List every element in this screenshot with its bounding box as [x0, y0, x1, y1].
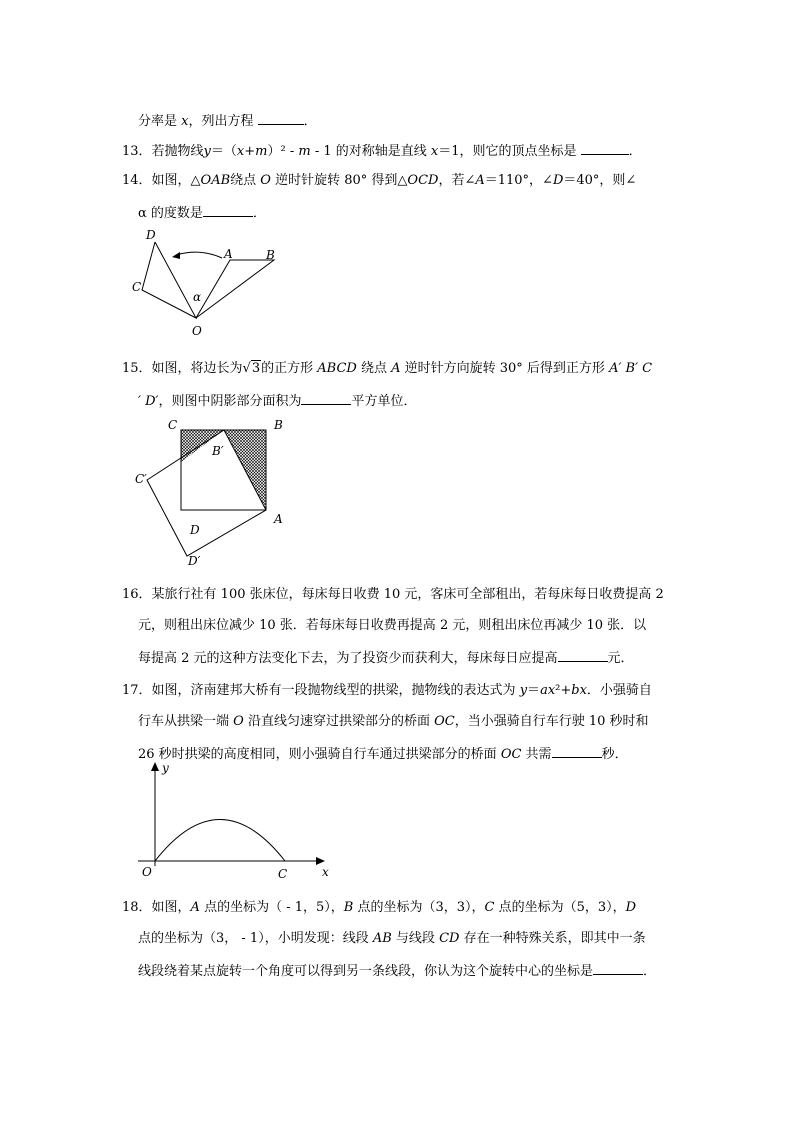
text-segment: 沿直线匀速穿过拱梁部分的桥面 [243, 714, 435, 729]
label-D-prime: D′ [188, 554, 201, 568]
math-variable: OAB [200, 173, 231, 188]
text-line [138, 392, 417, 410]
math-variable: m [255, 144, 268, 159]
text-segment: 与线段 [391, 931, 440, 946]
text-segment: 元． [607, 651, 634, 666]
math-variable: CD [439, 931, 460, 946]
math-variable: AB [372, 931, 392, 946]
x-axis-arrow [316, 857, 325, 865]
text-segment: 点的坐标为（3， - 1），小明发现：线段 [138, 931, 373, 946]
text-segment: + [244, 144, 256, 159]
label-C: C [168, 418, 178, 432]
text-segment: ． [643, 964, 657, 979]
math-variable: D [625, 900, 637, 915]
label-D: D [146, 228, 156, 242]
figure-14-rotation [130, 222, 290, 342]
text-segment: - 1 的对称轴是直线 [310, 144, 431, 159]
text-line [138, 714, 649, 730]
math-variable: A′ B′ C [609, 361, 653, 376]
text-segment: ，若∠ [438, 173, 476, 188]
arrow-head [172, 252, 180, 259]
text-line [122, 900, 636, 916]
sqrt-expression [243, 361, 262, 377]
math-variable: OC [500, 747, 522, 762]
text-segment: 点的坐标为（5，3）， [494, 900, 626, 915]
text-segment: 线段绕着某点旋转一个角度可以得到另一条线段，你认为这个旋转中心的坐标是 [138, 964, 594, 979]
text-line [138, 112, 317, 130]
text-segment: ＝40°，则∠ [563, 173, 637, 188]
math-variable: ABCD [317, 361, 357, 376]
text-segment: ，当小强骑自行车行驶 10 秒时和 [454, 714, 649, 729]
text-segment: ． [303, 114, 317, 129]
label-x: x [322, 865, 329, 879]
text-segment: 绕点 [230, 173, 261, 188]
math-variable: ′ D′ [138, 394, 159, 409]
triangle-ocd [142, 242, 196, 318]
math-variable: bx [571, 683, 587, 698]
text-segment: 逆时针旋转 80° 得到△ [270, 173, 408, 188]
triangle-oab [196, 260, 274, 318]
math-variable: m [298, 144, 311, 159]
math-variable: O [260, 173, 271, 188]
math-variable: x [236, 144, 245, 159]
text-segment: 存在一种特殊关系，即其中一条 [459, 931, 646, 946]
text-segment: 15．如图，将边长为 [122, 361, 243, 376]
text-segment: ²+ [555, 683, 572, 698]
text-segment: ．小强骑自 [586, 683, 652, 698]
answer-blank[interactable] [301, 392, 351, 405]
figure-17-parabola [130, 758, 340, 888]
text-line [122, 587, 664, 603]
math-variable: B [343, 900, 354, 915]
text-segment: ＝（ [210, 144, 237, 159]
y-axis-arrow [151, 762, 159, 771]
text-segment: 平方单位． [351, 394, 417, 409]
math-variable: x [430, 144, 439, 159]
radical-sign: √ [242, 361, 251, 376]
math-variable: OCD [407, 173, 439, 188]
text-segment: α 的度数是 [138, 206, 203, 221]
text-segment: 的正方形 [261, 361, 318, 376]
math-variable: D [552, 173, 564, 188]
text-segment: 每提高 2 元的这种方法变化下去，为了投资少而获利大，每床每日应提高 [138, 651, 558, 666]
answer-blank[interactable] [552, 745, 602, 758]
text-segment: ． [628, 144, 642, 159]
text-segment: 14．如图，△ [122, 173, 201, 188]
text-segment: 26 秒时拱梁的高度相同，则小强骑自行车通过拱梁部分的桥面 [138, 747, 501, 762]
text-line [122, 173, 636, 189]
text-segment: ，则图中阴影部分面积为 [158, 394, 302, 409]
math-variable: OC [434, 714, 455, 729]
text-segment: ＝110°，∠ [484, 173, 553, 188]
text-segment: ． [252, 206, 266, 221]
text-line [122, 683, 652, 699]
label-O: O [142, 865, 152, 879]
text-segment: 秒． [601, 747, 628, 762]
label-y: y [162, 761, 169, 775]
text-segment: 逆时针方向旋转 30° 后得到正方形 [400, 361, 610, 376]
text-segment: ＝1，则它的顶点坐标是 [438, 144, 581, 159]
parabola-curve [155, 820, 285, 862]
label-C-prime: C′ [135, 472, 147, 486]
math-variable: y [203, 144, 211, 159]
text-segment: 共需 [521, 747, 552, 762]
text-segment: 绕点 [356, 361, 392, 376]
text-line [138, 618, 646, 634]
text-segment: 点的坐标为（3，3）， [353, 900, 485, 915]
math-variable: y [519, 683, 528, 698]
text-segment: ）² - [267, 144, 299, 159]
answer-blank[interactable] [258, 112, 304, 125]
math-variable: x [181, 114, 189, 129]
text-segment: 17．如图，济南建邦大桥有一段抛物线型的拱梁，抛物线的表达式为 [122, 683, 520, 698]
text-segment: 16．某旅行社有 100 张床位，每床每日收费 10 元，客床可全部租出，若每床每日收费提高 2 [122, 587, 664, 602]
text-segment: 18．如图， [122, 900, 191, 915]
answer-blank[interactable] [581, 142, 629, 155]
label-A: A [224, 247, 233, 261]
text-line [138, 962, 656, 980]
label-C: C [278, 867, 288, 881]
radicand: 3 [251, 361, 261, 376]
label-A: A [274, 512, 283, 526]
math-variable: C [484, 900, 495, 915]
math-variable: A [391, 361, 401, 376]
math-variable: ax [540, 683, 556, 698]
label-alpha: α [193, 290, 202, 304]
text-segment: 元，则租出床位减少 10 张．若每床每日收费再提高 2 元，则租出床位再减少 10 张．以 [138, 618, 647, 633]
label-O: O [192, 324, 202, 338]
text-segment: ＝ [527, 683, 541, 698]
answer-blank[interactable] [558, 649, 608, 662]
label-B-prime: B′ [212, 444, 224, 458]
math-variable: A [190, 900, 200, 915]
text-segment: 分率是 [138, 114, 182, 129]
text-segment: 13．若抛物线 [122, 144, 204, 159]
text-line [138, 931, 646, 947]
figure-15-square-rotation [130, 414, 290, 574]
text-segment: ，列出方程 [188, 114, 258, 129]
text-segment: 行车从拱梁一端 [138, 714, 234, 729]
rotation-arrow [176, 252, 222, 258]
label-B: B [266, 248, 275, 262]
label-C: C [132, 280, 142, 294]
text-line [122, 142, 642, 160]
answer-blank[interactable] [593, 962, 643, 975]
text-line [138, 204, 266, 222]
answer-blank[interactable] [203, 204, 253, 217]
text-segment: 点的坐标为（ - 1，5）， [199, 900, 344, 915]
math-variable: A [475, 173, 485, 188]
text-line [122, 361, 652, 377]
label-D: D [190, 523, 200, 537]
math-variable: O [233, 714, 244, 729]
text-line [138, 649, 634, 667]
label-B: B [274, 418, 283, 432]
